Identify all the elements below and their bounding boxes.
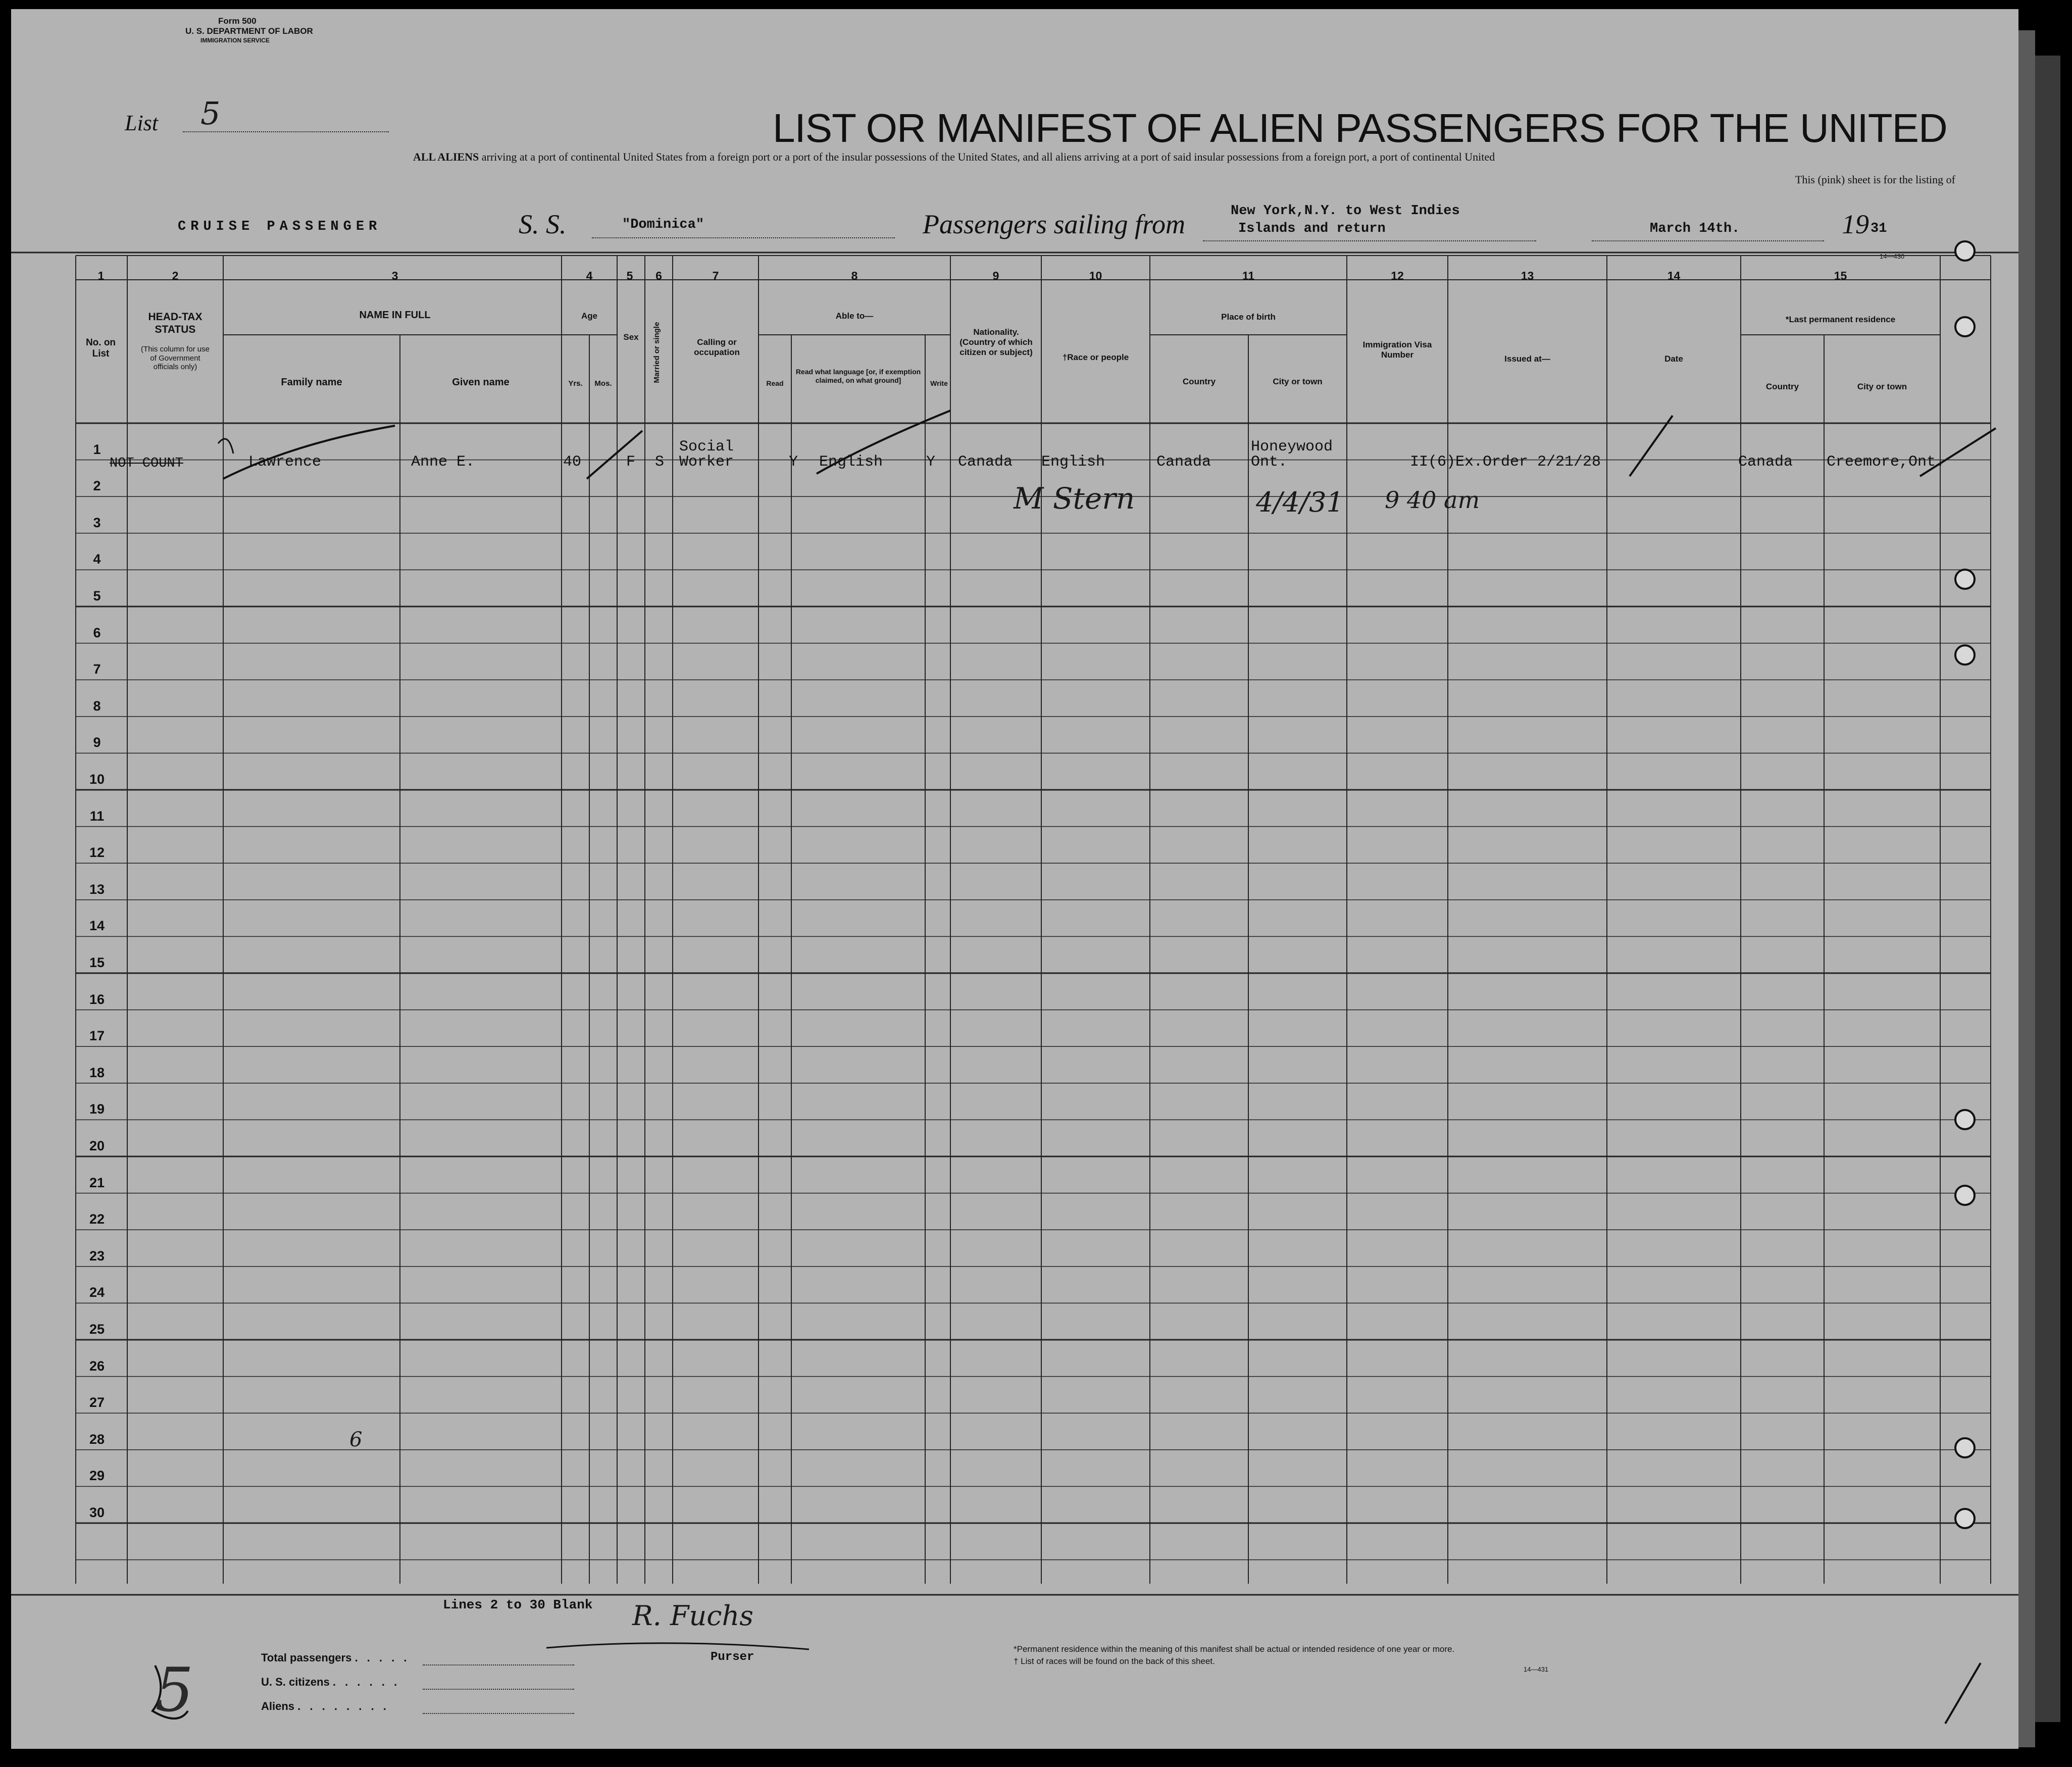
list-label: List	[125, 111, 159, 135]
hdr-res-country: Country	[1765, 382, 1799, 391]
us-citizens-text: U. S. citizens	[261, 1676, 330, 1688]
row28-mark: 6	[349, 1428, 363, 1451]
pink-note: This (pink) sheet is for the listing of	[1795, 173, 1955, 186]
cell-head-tax: NOT COUNT	[110, 456, 183, 471]
manifest-sheet	[11, 9, 2018, 1749]
pen-check-stroke	[817, 411, 950, 474]
hdr-visa-number: Immigration Visa Number	[1362, 340, 1432, 360]
row-number: 26	[89, 1358, 105, 1374]
cell-residence-city: Creemore,Ont.	[1827, 453, 1945, 471]
col-num-11: 11	[1242, 269, 1255, 282]
cruise-category: CRUISE PASSENGER	[178, 219, 382, 234]
cell-birth-country: Canada	[1156, 453, 1211, 471]
row-number: 21	[89, 1175, 105, 1190]
row-number: 15	[89, 955, 105, 970]
pen-check-stroke	[223, 426, 395, 479]
col-num-3: 3	[391, 269, 398, 282]
department: U. S. DEPARTMENT OF LABOR	[185, 26, 313, 36]
row-number: 6	[93, 625, 101, 640]
route-line1: New York,N.Y. to West Indies	[1231, 204, 1460, 219]
punch-hole	[1954, 1437, 1976, 1458]
hdr-birth-city: City or town	[1273, 377, 1323, 386]
row-number: 12	[89, 845, 105, 861]
row-number: 22	[89, 1211, 105, 1227]
punch-hole	[1954, 644, 1976, 666]
pen-check-stroke	[1920, 428, 1996, 476]
pen-strokes	[11, 9, 2018, 1749]
voyage-date: March 14th.	[1650, 221, 1740, 236]
punch-hole	[1954, 240, 1976, 262]
hdr-sex: Sex	[623, 332, 639, 342]
aliens-text: Aliens	[261, 1700, 295, 1712]
row-number: 9	[93, 735, 101, 750]
hdr-date: Date	[1664, 354, 1683, 364]
hdr-birth-country: Country	[1182, 377, 1216, 386]
hdr-calling: Calling or occupation	[694, 337, 740, 358]
service: IMMIGRATION SERVICE	[200, 37, 270, 44]
cell-nationality: Canada	[958, 453, 1013, 471]
cell-given-name: Anne E.	[411, 453, 475, 471]
back-page-edge	[2035, 56, 2060, 1722]
row-number: 1	[93, 441, 101, 457]
col-num-5: 5	[626, 269, 633, 282]
hdr-mos: Mos.	[594, 379, 612, 388]
row-number: 23	[89, 1248, 105, 1264]
cell-race: English	[1041, 453, 1105, 471]
row-number: 19	[89, 1101, 105, 1117]
cell-issued-at: Ex.Order 2/21/28	[1455, 453, 1601, 471]
ss-label: S. S.	[519, 209, 567, 239]
purser-signature: R. Fuchs	[632, 1600, 753, 1632]
col-num-12: 12	[1391, 269, 1404, 282]
hdr-able-to: Able to—	[835, 311, 874, 321]
hdr-race: †Race or people	[1062, 352, 1129, 362]
aliens-line	[423, 1713, 574, 1714]
cell-birth-city-line1: Honeywood	[1251, 438, 1333, 456]
inspection-time: 9 40 am	[1385, 486, 1480, 514]
hdr-married: Married or single	[652, 322, 661, 383]
col-num-1: 1	[97, 269, 105, 282]
punch-hole	[1954, 569, 1976, 590]
row-number: 24	[89, 1285, 105, 1300]
hdr-last-residence: *Last permanent residence	[1785, 315, 1896, 324]
row-number: 2	[93, 478, 101, 494]
hdr-given-name: Given name	[452, 377, 510, 388]
form-code-top: 14—430	[1880, 253, 1905, 260]
form-code-bottom: 14—431	[1524, 1665, 1549, 1673]
row-number: 28	[89, 1431, 105, 1447]
total-passengers-label: Total passengers . . . . .	[261, 1651, 410, 1664]
cell-visa: II(6)	[1410, 453, 1456, 471]
row-number: 29	[89, 1468, 105, 1484]
hdr-family-name: Family name	[281, 377, 342, 388]
ship-name: "Dominica"	[622, 217, 704, 232]
punch-hole	[1954, 1508, 1976, 1529]
cell-marital: S	[655, 453, 665, 471]
row-number: 30	[89, 1505, 105, 1520]
cell-occupation-line1: Social	[679, 438, 734, 456]
row-number: 17	[89, 1028, 105, 1044]
hdr-name-in-full: NAME IN FULL	[359, 310, 431, 321]
footnote-races: † List of races will be found on the back of this sheet.	[1014, 1656, 1215, 1666]
row-number: 27	[89, 1395, 105, 1410]
col-num-15: 15	[1834, 269, 1847, 282]
col-num-14: 14	[1667, 269, 1681, 282]
margin-mark: 5	[155, 1655, 194, 1726]
row-number: 14	[89, 918, 105, 934]
row-number: 7	[93, 662, 101, 677]
cell-birth-city-line2: Ont.	[1251, 453, 1288, 471]
sailing-label: Passengers sailing from	[923, 209, 1186, 239]
year-suffix: 31	[1871, 221, 1887, 236]
col-num-7: 7	[712, 269, 719, 282]
hdr-head-tax-note: (This column for use of Government officials only)	[141, 345, 210, 372]
blank-lines-note: Lines 2 to 30 Blank	[443, 1597, 593, 1612]
hdr-head-tax: HEAD-TAX STATUS	[148, 311, 203, 335]
us-citizens-line	[423, 1689, 574, 1690]
total-passengers-text: Total passengers	[261, 1651, 352, 1664]
cell-write: Y	[926, 453, 936, 471]
form-number: Form 500	[218, 16, 257, 26]
hdr-read: Read	[766, 379, 784, 387]
hdr-age: Age	[581, 311, 598, 321]
cell-language: English	[819, 453, 883, 471]
year-prefix: 19	[1842, 209, 1869, 239]
col-num-8: 8	[851, 269, 858, 282]
hdr-write: Write	[930, 379, 948, 387]
cell-sex: F	[626, 453, 636, 471]
hdr-yrs: Yrs.	[568, 379, 583, 388]
aliens-label: Aliens . . . . . . . .	[261, 1700, 389, 1712]
footnote-residence: *Permanent residence within the meaning of this manifest shall be actual or intended residence of one year or more.	[1014, 1644, 1455, 1654]
signature-flourish	[546, 1643, 809, 1649]
pen-check-stroke	[218, 439, 233, 453]
hdr-no-on-list: No. on List	[85, 337, 116, 360]
pen-check-stroke	[1630, 416, 1673, 476]
punch-hole	[1954, 1185, 1976, 1206]
row-number: 3	[93, 515, 101, 530]
route-line2: Islands and return	[1238, 221, 1386, 236]
pen-check-stroke	[587, 431, 642, 479]
punch-hole	[1954, 316, 1976, 337]
hdr-issued-at: Issued at—	[1504, 354, 1550, 364]
col-num-4: 4	[586, 269, 593, 282]
row-number: 4	[93, 551, 101, 567]
us-citizens-label: U. S. citizens . . . . . .	[261, 1676, 400, 1688]
row-number: 25	[89, 1322, 105, 1337]
row-number: 16	[89, 991, 105, 1007]
cell-family-name: Lawrence	[248, 453, 322, 471]
subtitle-lead: ALL ALIENS	[413, 150, 479, 163]
row-number: 11	[89, 808, 105, 824]
cell-read: Y	[789, 453, 798, 471]
col-num-13: 13	[1521, 269, 1534, 282]
col-num-6: 6	[655, 269, 662, 282]
inspection-date: 4/4/31	[1256, 486, 1344, 518]
row-number: 10	[89, 772, 105, 787]
subtitle-text: arriving at a port of continental United States from a foreign port or a port of the insular possessions of the United States, and all aliens arriving at a port of said insular possessions from a foreign port, a port of continental United	[481, 150, 1495, 163]
list-number: 5	[200, 95, 221, 132]
purser-title: Purser	[711, 1650, 754, 1664]
row-number: 20	[89, 1138, 105, 1153]
row-number: 18	[89, 1065, 105, 1080]
hdr-place-of-birth: Place of birth	[1221, 312, 1276, 322]
row-number: 5	[93, 588, 101, 603]
cell-occupation-line2: Worker	[679, 453, 734, 471]
total-passengers-line	[423, 1664, 574, 1665]
hdr-res-city: City or town	[1857, 382, 1907, 391]
inspector-signature: M Stern	[1014, 481, 1135, 516]
hdr-nationality: Nationality. (Country of which citizen or subject)	[959, 327, 1033, 358]
row-number: 8	[93, 698, 101, 714]
pen-check-stroke	[1945, 1663, 1981, 1724]
hdr-read-language: Read what language [or, if exemption claimed, on what ground]	[795, 368, 921, 384]
cell-age-years: 40	[563, 453, 582, 471]
col-num-2: 2	[172, 269, 179, 282]
col-num-10: 10	[1089, 269, 1102, 282]
col-num-9: 9	[992, 269, 999, 282]
manifest-title: LIST OR MANIFEST OF ALIEN PASSENGERS FOR THE UNITED	[773, 106, 1947, 150]
punch-hole	[1954, 1109, 1976, 1130]
row-number: 13	[89, 881, 105, 897]
cell-residence-country: Canada	[1738, 453, 1793, 471]
